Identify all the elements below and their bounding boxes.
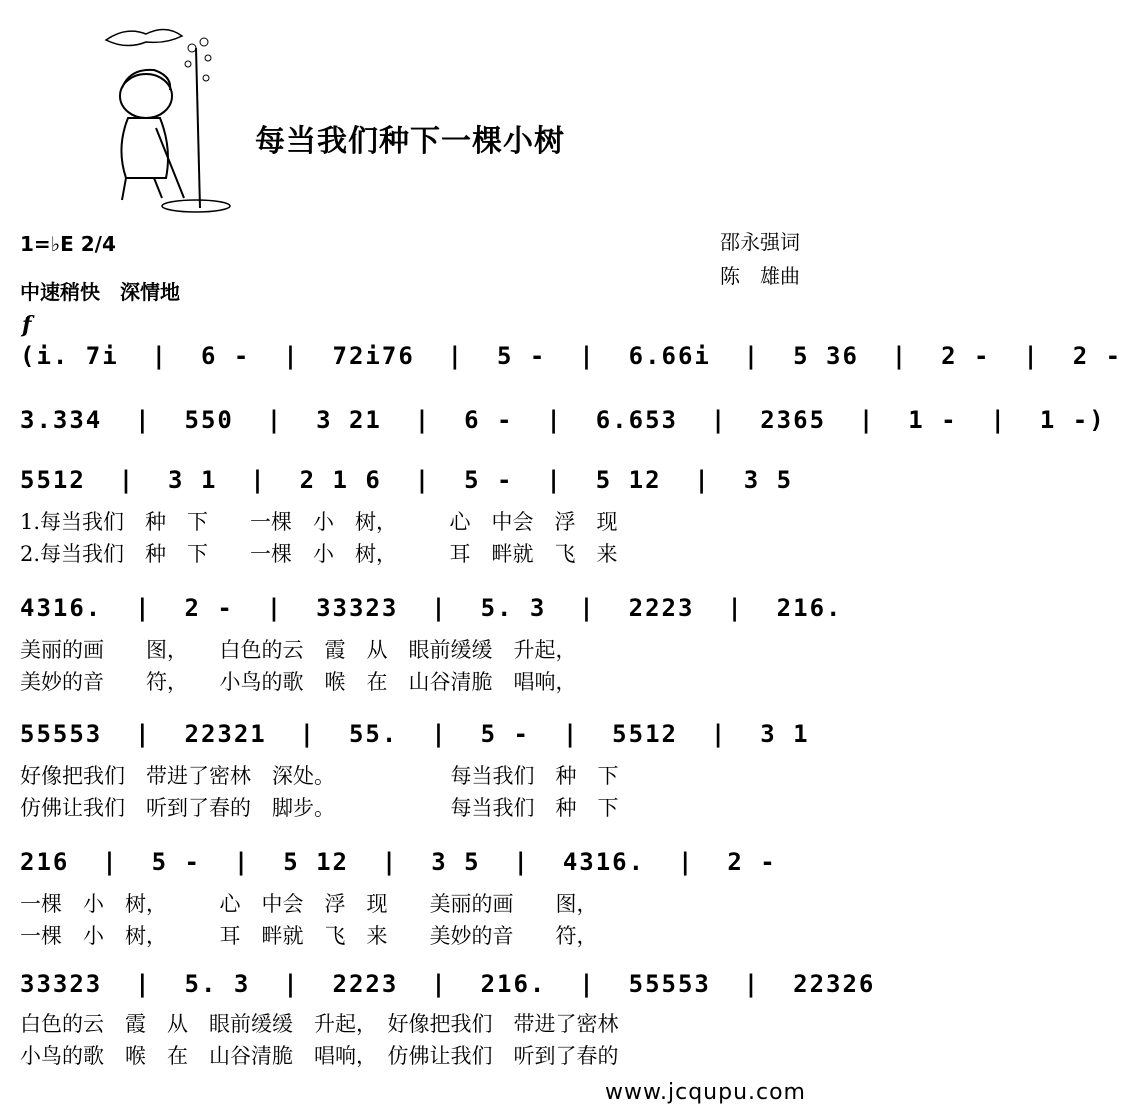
lyric-line-verse-2: 美妙的音 符， 小鸟的歌 喉 在 山谷清脆 唱响， (20, 670, 577, 694)
lyric-line-verse-2: 小鸟的歌 喉 在 山谷清脆 唱响， 仿佛让我们 听到了春的 (20, 1044, 619, 1068)
composer-credit: 陈 雄曲 (720, 264, 800, 288)
lyric-line-verse-1: 好像把我们 带进了密林 深处。 每当我们 种 下 (20, 764, 619, 788)
lyric-line-verse-1: 美丽的画 图， 白色的云 霞 从 眼前缓缓 升起， (20, 638, 577, 662)
lyric-line-verse-1: 一棵 小 树， 心 中会 浮 现 美丽的画 图， (20, 892, 598, 916)
website-watermark: www.jcqupu.com (605, 1080, 806, 1105)
notation-row (20, 336, 1122, 386)
notation-line: 55553 | 22321 | 55. | 5 - | 5512 | 3 1 (20, 720, 810, 748)
notation-line: 33323 | 5. 3 | 2223 | 216. | 55553 | 22326 (20, 970, 876, 998)
notation-line: 4316. | 2 - | 33323 | 5. 3 | 2223 | 216. (20, 594, 843, 622)
notation-row (20, 400, 1106, 450)
notation-row (20, 460, 810, 510)
notation-row (20, 714, 810, 764)
lyric-line-verse-1: 1.每当我们 种 下 一棵 小 树， 心 中会 浮 现 (20, 510, 618, 534)
song-title: 每当我们种下一棵小树 (255, 124, 565, 159)
notation-line: 3.334 | 550 | 3 21 | 6 - | 6.653 | 2365 | 1 - | 1 -) (20, 406, 1106, 434)
lyric-line-verse-2: 一棵 小 树， 耳 畔就 飞 来 美妙的音 符， (20, 924, 598, 948)
tempo-marking: 中速稍快 深情地 (20, 280, 180, 304)
lyric-line-verse-2: 2.每当我们 种 下 一棵 小 树， 耳 畔就 飞 来 (20, 542, 618, 566)
notation-line: 216 | 5 - | 5 12 | 3 5 | 4316. | 2 - (20, 848, 777, 876)
lyric-line-verse-1: 白色的云 霞 从 眼前缓缓 升起， 好像把我们 带进了密林 (20, 1012, 619, 1036)
notation-row (20, 964, 876, 1014)
lyric-line-verse-2: 仿佛让我们 听到了春的 脚步。 每当我们 种 下 (20, 796, 619, 820)
notation-row (20, 842, 810, 892)
key-signature: 1=♭E 2/4 (20, 232, 116, 256)
notation-line: 5512 | 3 1 | 2 1 6 | 5 - | 5 12 | 3 5 (20, 466, 794, 494)
lyricist-credit: 邵永强词 (720, 230, 800, 254)
dynamic-marking: f (22, 312, 32, 338)
notation-line: (i. 7i | 6 - | 72i76 | 5 - | 6.66i | 5 36 | 2 - | 2 - (20, 342, 1122, 370)
notation-row (20, 588, 843, 638)
